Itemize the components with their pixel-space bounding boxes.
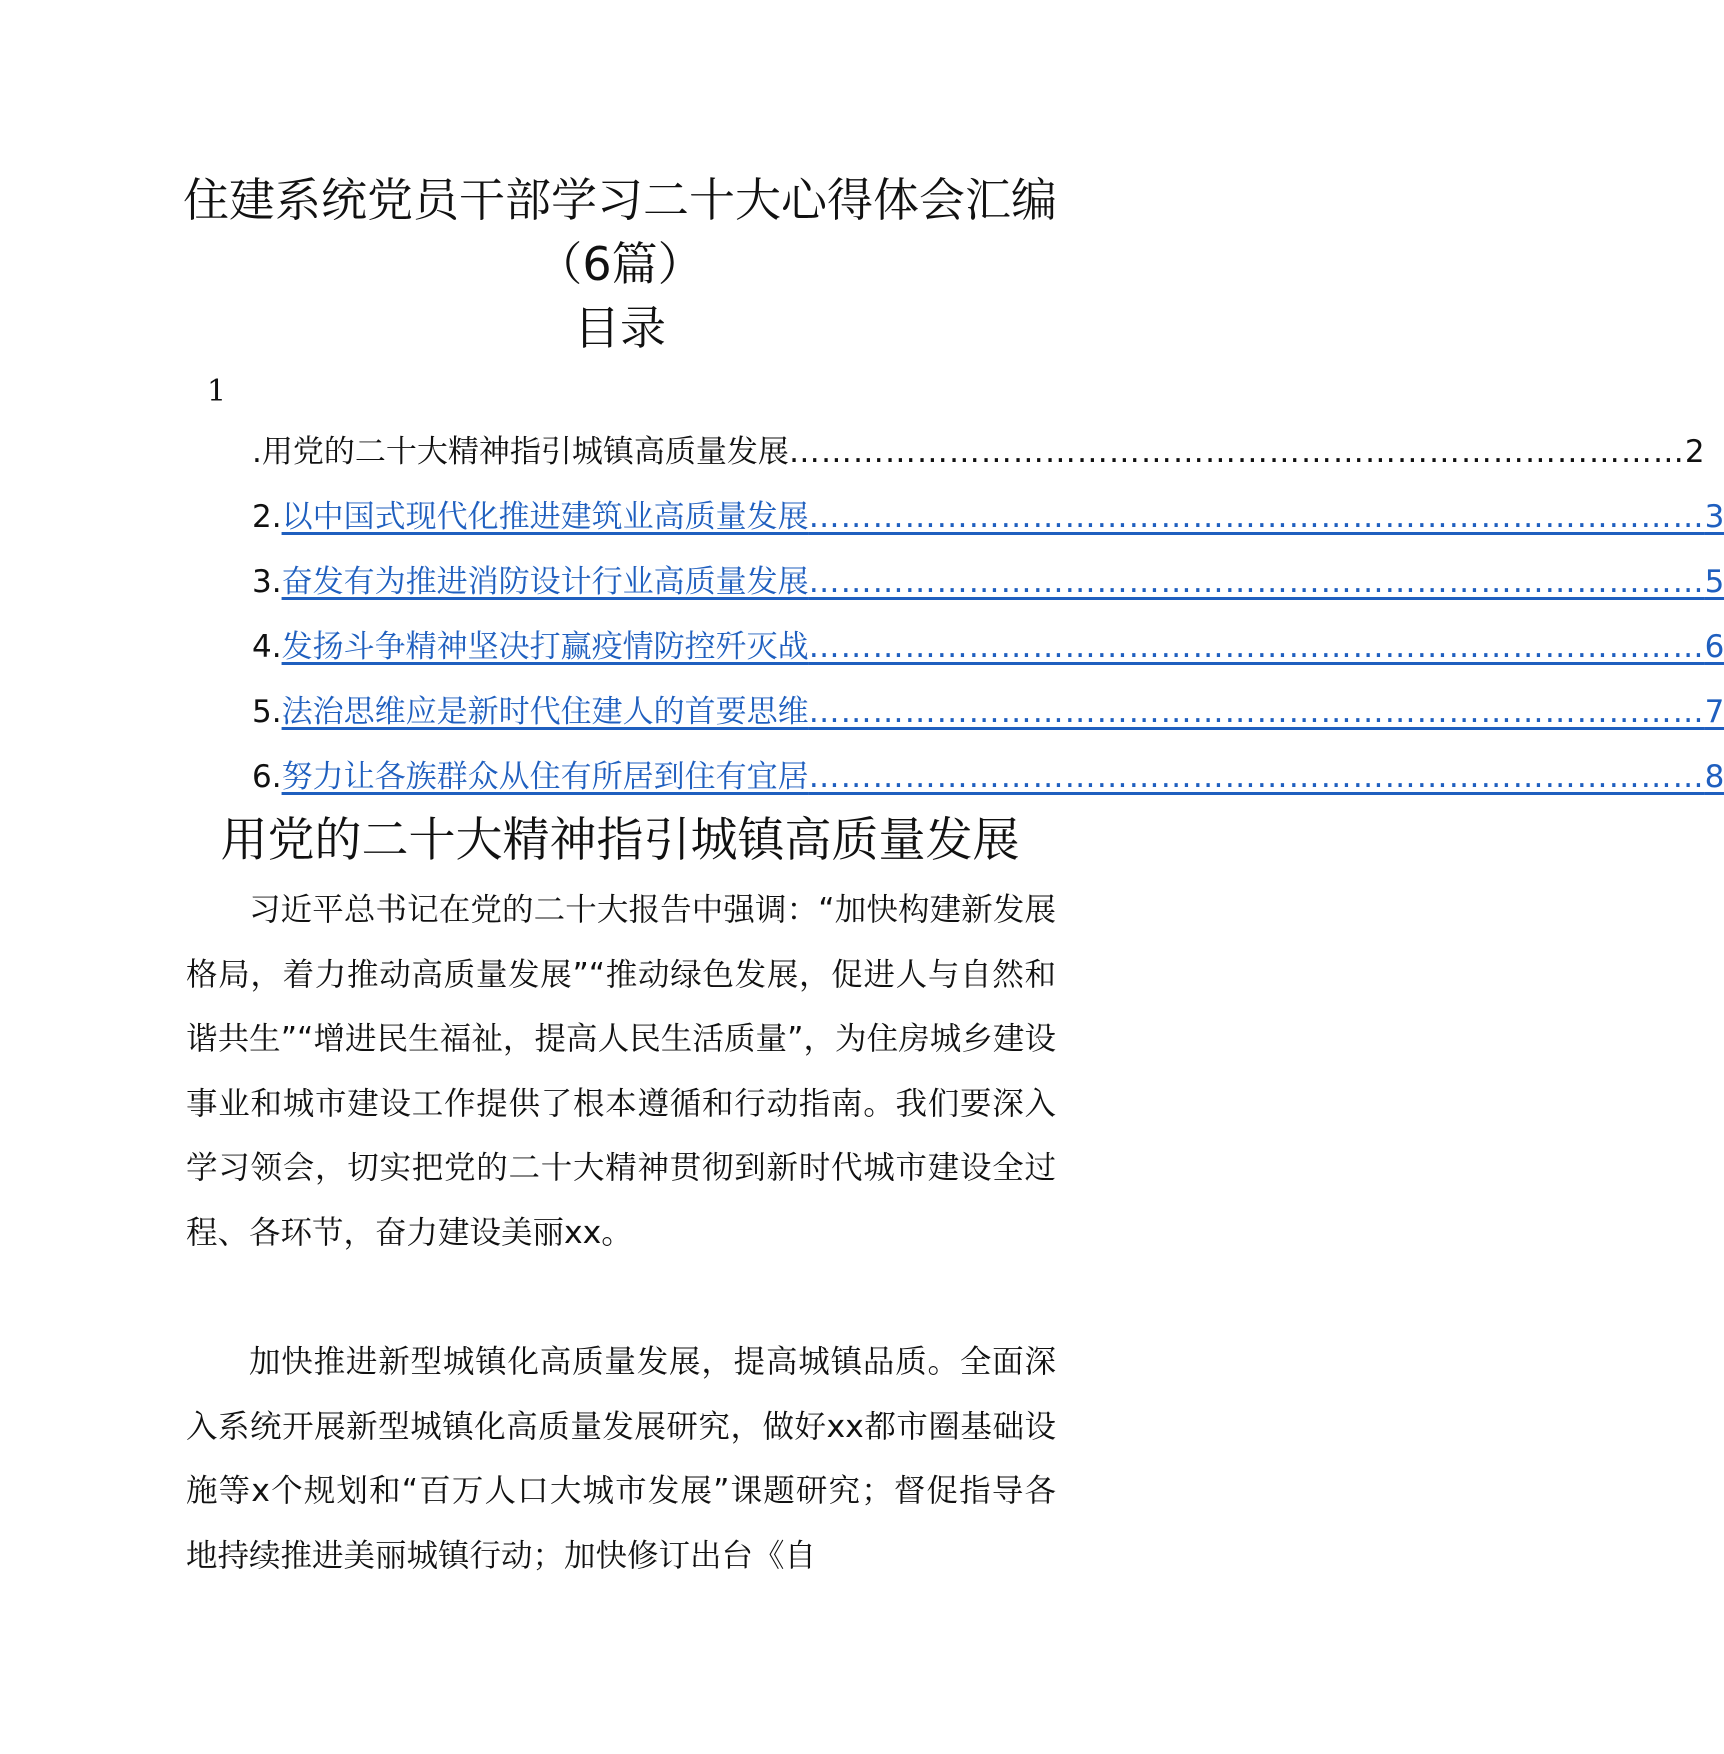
- toc-dot-leader: …………………………………………………………………………: [808, 564, 1705, 600]
- toc-dot-leader: …………………………………………………………………………: [808, 759, 1705, 795]
- toc-entry-number: 3.: [252, 564, 282, 600]
- toc-entry-4[interactable]: [252, 625, 1724, 690]
- toc-entry-number: 4.: [252, 629, 282, 665]
- toc-entry-link[interactable]: [282, 755, 1724, 799]
- toc-entry-number: 6.: [252, 759, 282, 795]
- toc-entry-1[interactable]: [252, 430, 1705, 495]
- toc-entry-number: 5.: [252, 694, 282, 730]
- toc-entry-label: 奋发有为推进消防设计行业高质量发展: [281, 564, 809, 600]
- toc-dot-leader: …………………………………………………………………………: [808, 499, 1705, 535]
- toc-first-number: 1: [207, 374, 227, 409]
- body-paragraph-1: 习近平总书记在党的二十大报告中强调：“加快构建新发展格局，着力推动高质量发展”“推动绿色发展，促进人与自然和谐共生”“增进民生福祉，提高人民生活质量”，为住房城乡建设事业和城市建设工作提供了根本遵循和行动指南。我们要深入学习领会，切实把党的二十大精神贯彻到新时代城市建设全过程、各环节，奋力建设美丽xx。: [186, 892, 1056, 1251]
- table-of-contents: [252, 430, 1724, 820]
- toc-entry-5[interactable]: [252, 690, 1724, 755]
- toc-entry-link[interactable]: [282, 690, 1724, 734]
- toc-entry-link[interactable]: [252, 430, 1705, 474]
- toc-entry-3[interactable]: [252, 560, 1724, 625]
- toc-entry-page: 6: [1704, 629, 1724, 665]
- toc-entry-label: 法治思维应是新时代住建人的首要思维: [281, 694, 809, 730]
- toc-entry-page: 5: [1704, 564, 1724, 600]
- toc-dot-leader: …………………………………………………………………………: [808, 629, 1705, 665]
- toc-entry-page: 3: [1704, 499, 1724, 535]
- toc-entry-link[interactable]: [282, 625, 1724, 669]
- toc-heading: 目录: [574, 301, 666, 355]
- toc-entry-label: 以中国式现代化推进建筑业高质量发展: [281, 499, 809, 535]
- toc-dot-leader: …………………………………………………………………………: [808, 694, 1705, 730]
- toc-entry-page: 7: [1704, 694, 1724, 730]
- toc-entry-label: .用党的二十大精神指引城镇高质量发展: [252, 434, 789, 470]
- section-title: 用党的二十大精神指引城镇高质量发展: [220, 813, 1020, 868]
- toc-entry-page: 2: [1684, 434, 1705, 470]
- toc-entry-link[interactable]: [282, 560, 1724, 604]
- toc-entry-number: 2.: [252, 499, 282, 535]
- toc-entry-link[interactable]: [282, 495, 1724, 539]
- body-paragraph-2: 加快推进新型城镇化高质量发展，提高城镇品质。全面深入系统开展新型城镇化高质量发展研究，做好xx都市圈基础设施等x个规划和“百万人口大城市发展”课题研究；督促指导各地持续推进美丽城镇行动；加快修订出台《自: [186, 1344, 1056, 1574]
- toc-entry-label: 发扬斗争精神坚决打赢疫情防控歼灭战: [281, 629, 809, 665]
- toc-entry-label: 努力让各族群众从住有所居到住有宜居: [281, 759, 809, 795]
- toc-entry-page: 8: [1704, 759, 1724, 795]
- toc-entry-2[interactable]: [252, 495, 1724, 560]
- toc-dot-leader: …………………………………………………………………………: [788, 434, 1685, 470]
- document-title: 住建系统党员干部学习二十大心得体会汇编（6篇）: [183, 173, 1057, 291]
